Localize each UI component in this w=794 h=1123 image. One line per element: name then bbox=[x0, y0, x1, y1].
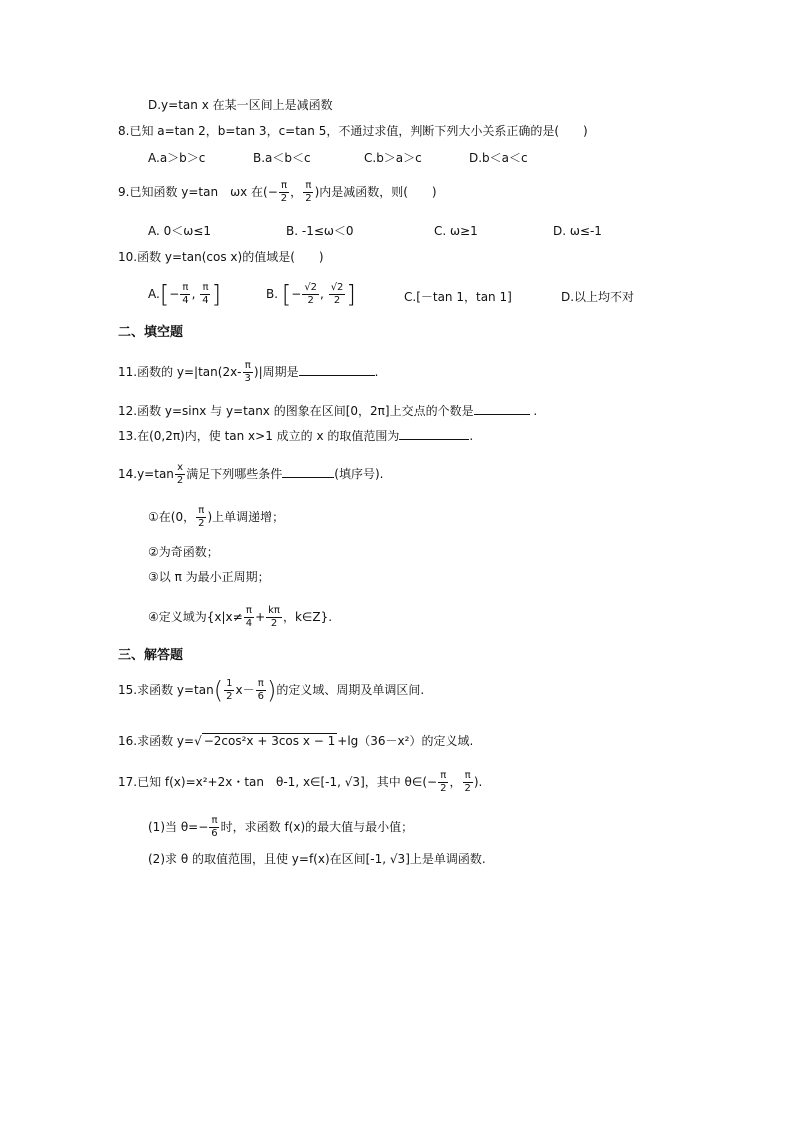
q9-stem: 9.已知函数 y=tan ωx 在(− $\frac{\pi}{2}$ ， $\frac{\pi}{2}$ )内是减函数，则( ) bbox=[118, 180, 437, 204]
q7-option-d: D.y=tan x 在某一区间上是减函数 bbox=[148, 98, 333, 112]
q14-item-3: ③以 π 为最小正周期； bbox=[148, 570, 270, 584]
sqrt-expression: −2cos²x + 3cos x − 1 bbox=[203, 734, 336, 748]
q8-option-a: A.a＞b＞c bbox=[148, 151, 206, 165]
section-fill-blank: 二、填空题 bbox=[118, 325, 184, 340]
q8-option-b: B.a＜b＜c bbox=[253, 151, 311, 165]
q17-part-2: (2)求 θ 的取值范围，且使 y=f(x)在区间[-1, √3]上是单调函数. bbox=[148, 852, 486, 866]
q15-stem: 15.求函数 y=tan( $\frac{1}{2}$ x－ $\frac{\pi}{6}$ )的定义域、周期及单调区间. bbox=[118, 676, 425, 705]
q9-option-c: C. ω≥1 bbox=[434, 224, 478, 238]
answer-blank bbox=[474, 402, 530, 415]
q14-item-4: ④定义域为{x|x≠ $\frac{\pi}{4}$ + $\frac{k\pi}{2}$ ，k∈Z}. bbox=[148, 605, 333, 629]
q10-stem: 10.函数 y=tan(cos x)的值域是( ) bbox=[118, 250, 324, 264]
q17-part-1: (1)当 θ=− $\frac{\pi}{6}$ 时，求函数 f(x)的最大值与最小值； bbox=[148, 815, 414, 839]
q8-stem: 8.已知 a=tan 2，b=tan 3，c=tan 5，不通过求值，判断下列大小关系正确的是( ) bbox=[118, 124, 588, 138]
q16-stem: 16.求函数 y=√ −2cos²x + 3cos x − 1 +lg（36－x²）的定义域. bbox=[118, 734, 474, 748]
q14-item-2: ②为奇函数； bbox=[148, 545, 219, 559]
q17-stem: 17.已知 f(x)=x²+2x・tan θ-1, x∈[-1, √3]，其中 θ∈(− $\frac{\pi}{2}$ ， $\frac{\pi}{2}$ ). bbox=[118, 770, 483, 794]
answer-blank bbox=[299, 363, 375, 376]
q14-item-1: ①在(0， $\frac{\pi}{2}$ )上单调递增； bbox=[148, 505, 285, 529]
q9-option-b: B. -1≤ω＜0 bbox=[286, 224, 354, 238]
q10-option-c: C.[－tan 1，tan 1] bbox=[404, 290, 512, 304]
fraction: $\frac{\pi}{2}$ bbox=[305, 180, 312, 204]
section-answer: 三、解答题 bbox=[118, 648, 184, 663]
q9-option-d: D. ω≤-1 bbox=[553, 224, 602, 238]
fraction: $\frac{\pi}{2}$ bbox=[280, 180, 288, 204]
q9-option-a: A. 0＜ω≤1 bbox=[148, 224, 212, 238]
q8-option-d: D.b＜a＜c bbox=[469, 151, 528, 165]
q14-stem: 14.y=tan $\frac{x}{2}$ 满足下列哪些条件 (填序号). bbox=[118, 462, 384, 486]
answer-blank bbox=[282, 465, 334, 478]
q10-option-b: B. [− $\frac{√2}{2}$ , $\frac{√2}{2}$ ] bbox=[266, 280, 356, 309]
q12-stem: 12.函数 y=sinx 与 y=tanx 的图象在区间[0，2π]上交点的个数是 . bbox=[118, 404, 538, 418]
q8-option-c: C.b＞a＞c bbox=[364, 151, 422, 165]
q11-stem: 11.函数的 y=|tan(2x- $\frac{\pi}{3}$ )|周期是 . bbox=[118, 360, 379, 384]
q13-stem: 13.在(0,2π)内，使 tan x>1 成立的 x 的取值范围为 . bbox=[118, 429, 474, 443]
q10-option-a: A.[− $\frac{\pi}{4}$ , $\frac{\pi}{4}$ ] bbox=[148, 280, 222, 309]
answer-blank bbox=[399, 427, 469, 440]
q10-option-d: D.以上均不对 bbox=[561, 290, 635, 304]
